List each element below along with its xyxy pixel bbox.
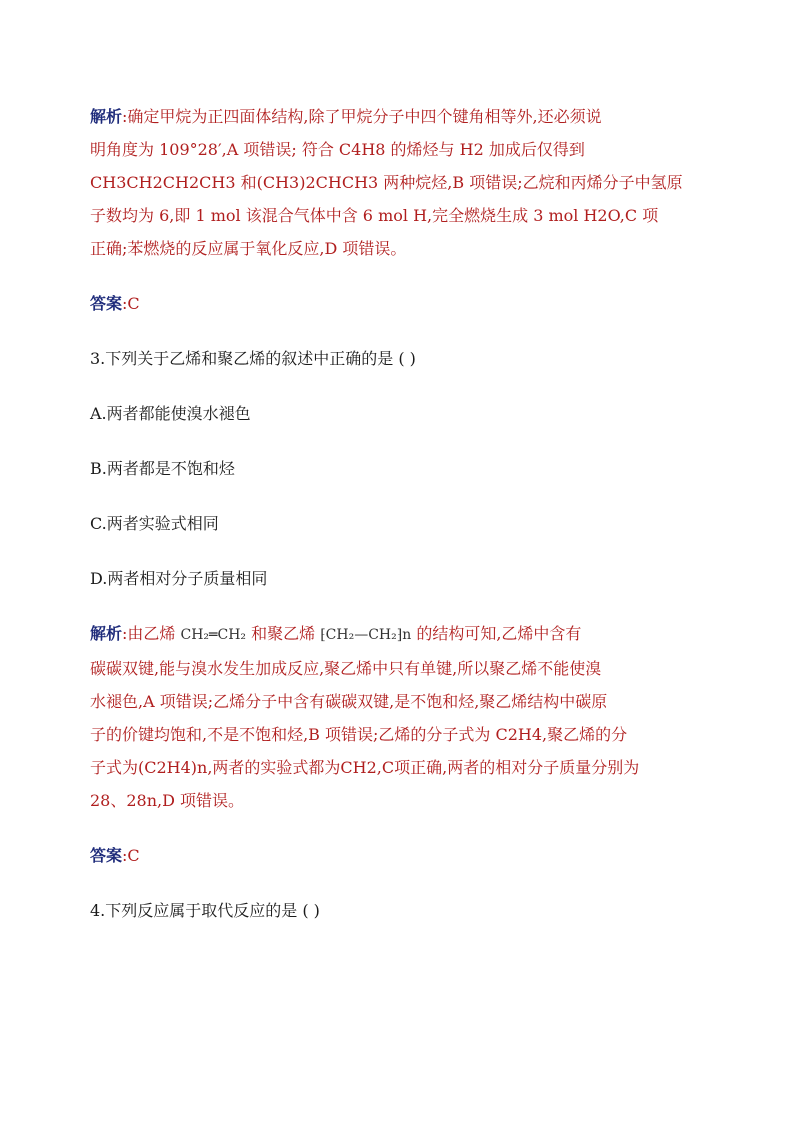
q4-stem: 4.下列反应属于取代反应的是 ( ): [90, 901, 320, 920]
q3-analysis-line-5: 子式为(C2H4)n,两者的实验式都为CH2,C项正确,两者的相对分子质量分别为: [90, 758, 640, 777]
q3-analysis-line-3: 水褪色,A 项错误;乙烯分子中含有碳碳双键,是不饱和烃,聚乙烯结构中碳原: [90, 692, 608, 711]
q2-analysis-line-2: 明角度为 109°28′,A 项错误; 符合 C4H8 的烯烃与 H2 加成后仅得到: [90, 140, 585, 159]
analysis-label: 解析: [90, 107, 123, 126]
answer-value: :C: [122, 294, 140, 313]
q3-analysis: [90, 617, 702, 817]
q3-answer: [90, 839, 702, 872]
q2-analysis-line-4: 子数均为 6,即 1 mol 该混合气体中含 6 mol H,完全燃烧生成 3 mol H2O,C 项: [90, 206, 659, 225]
q3-analysis-line-4: 子的价键均饱和,不是不饱和烃,B 项错误;乙烯的分子式为 C2H4,聚乙烯的分: [90, 725, 628, 744]
q2-analysis-line-5: 正确;苯燃烧的反应属于氧化反应,D 项错误。: [90, 239, 407, 258]
q3-analysis-line-6: 28、28n,D 项错误。: [90, 791, 245, 810]
polyethylene-formula: ⁅CH₂—CH₂⁆n: [320, 627, 412, 643]
q3-option-c: C.两者实验式相同: [90, 514, 219, 533]
q3-option-b: B.两者都是不饱和烃: [90, 459, 235, 478]
q3-option-d: D.两者相对分子质量相同: [90, 569, 268, 588]
answer-label: 答案: [90, 846, 123, 865]
answer-value: :C: [122, 846, 140, 865]
document-page: [90, 100, 702, 927]
analysis-label: 解析: [90, 624, 123, 643]
q2-analysis-line-3: CH3CH2CH2CH3 和(CH3)2CHCH3 两种烷烃,B 项错误;乙烷和丙烯分子中氢原: [90, 173, 683, 192]
q2-answer: [90, 287, 702, 320]
q3-stem: 3.下列关于乙烯和聚乙烯的叙述中正确的是 ( ): [90, 349, 416, 368]
answer-label: 答案: [90, 294, 123, 313]
q3-analysis-line-1: 解析:由乙烯 CH₂═CH₂ 和聚乙烯 ⁅CH₂—CH₂⁆n 的结构可知,乙烯中含有: [90, 624, 582, 643]
q3-analysis-line-2: 碳碳双键,能与溴水发生加成反应,聚乙烯中只有单键,所以聚乙烯不能使溴: [90, 659, 602, 678]
q2-analysis-line-1: 解析:确定甲烷为正四面体结构,除了甲烷分子中四个键角相等外,还必须说: [90, 107, 602, 126]
ethylene-formula: CH₂═CH₂: [180, 627, 247, 643]
q2-analysis: [90, 100, 702, 265]
q3-option-a: A.两者都能使溴水褪色: [90, 404, 251, 423]
